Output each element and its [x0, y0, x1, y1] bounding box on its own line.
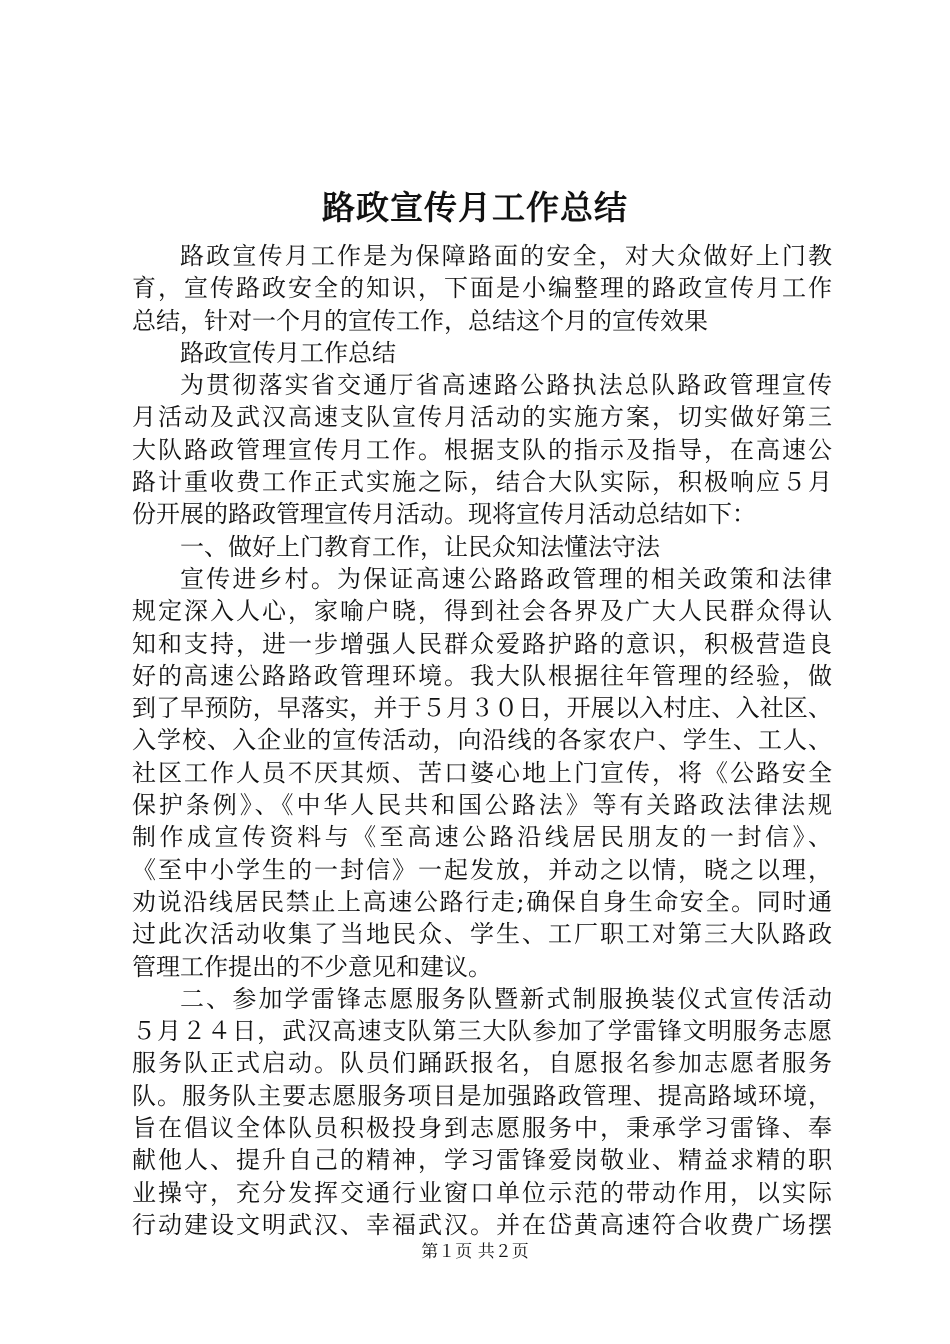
text-line: 过此次活动收集了当地民众、学生、工厂职工对第三大队路政 [132, 920, 832, 949]
text-line: 到了早预防，早落实，并于５月３０日，开展以入村庄、入社区、 [132, 694, 832, 723]
text-line: 为贯彻落实省交通厅省高速路公路执法总队路政管理宣传 [180, 371, 832, 400]
text-line: 规定深入人心，家喻户晓，得到社会各界及广大人民群众得认 [132, 597, 832, 626]
text-line: 份开展的路政管理宣传月活动。现将宣传月活动总结如下： [132, 500, 756, 529]
text-line: 育，宣传路政安全的知识，下面是小编整理的路政宣传月工作 [132, 274, 832, 303]
text-line: 献他人、提升自己的精神，学习雷锋爱岗敬业、精益求精的职 [132, 1146, 832, 1175]
text-line: 一、做好上门教育工作，让民众知法懂法守法 [180, 532, 660, 561]
document-body [132, 240, 832, 1241]
text-line: 社区工作人员不厌其烦、苦口婆心地上门宣传，将《公路安全 [132, 758, 832, 787]
text-line: 路政宣传月工作是为保障路面的安全，对大众做好上门教 [180, 242, 832, 270]
text-line: 入学校、入企业的宣传活动，向沿线的各家农户、学生、工人、 [132, 726, 832, 755]
text-line: 服务队正式启动。队员们踊跃报名，自愿报名参加志愿者服务 [132, 1049, 832, 1078]
text-line: ５月２４日，武汉高速支队第三大队参加了学雷锋文明服务志愿 [132, 1017, 832, 1046]
text-line: 二、参加学雷锋志愿服务队暨新式制服换装仪式宣传活动 [180, 984, 832, 1013]
text-line: 行动建设文明武汉、幸福武汉。并在岱黄高速符合收费广场摆 [132, 1210, 832, 1239]
page-footer: 第１页 共２页 [421, 1242, 529, 1262]
text-line: 好的高速公路路政管理环境。我大队根据往年管理的经验，做 [132, 661, 832, 690]
text-line: 保护条例》、《中华人民共和国公路法》等有关路政法律法规 [132, 791, 832, 820]
text-line: 路计重收费工作正式实施之际，结合大队实际，积极响应５月 [132, 468, 832, 497]
text-line: 宣传进乡村。为保证高速公路路政管理的相关政策和法律 [180, 564, 832, 593]
text-line: 制作成宣传资料与《至高速公路沿线居民朋友的一封信》、 [132, 823, 832, 852]
text-line: 队。服务队主要志愿服务项目是加强路政管理、提高路域环境， [132, 1081, 832, 1110]
text-line: 月活动及武汉高速支队宣传月活动的实施方案，切实做好第三 [132, 403, 832, 432]
text-line: 《至中小学生的一封信》一起发放，并动之以情，晓之以理， [132, 855, 832, 884]
text-line: 大队路政管理宣传月工作。根据支队的指示及指导，在高速公 [132, 435, 832, 464]
text-line: 旨在倡议全体队员积极投身到志愿服务中，秉承学习雷锋、奉 [132, 1114, 832, 1143]
text-line: 总结，针对一个月的宣传工作，总结这个月的宣传效果 [132, 306, 708, 335]
text-line: 业操守，充分发挥交通行业窗口单位示范的带动作用，以实际 [132, 1178, 832, 1207]
text-line: 管理工作提出的不少意见和建议。 [132, 952, 492, 981]
document-title: 路政宣传月工作总结 [322, 188, 628, 227]
text-line: 劝说沿线居民禁止上高速公路行走;确保自身生命安全。同时通 [132, 887, 832, 916]
text-line: 路政宣传月工作总结 [180, 338, 396, 367]
text-line: 知和支持，进一步增强人民群众爱路护路的意识，积极营造良 [132, 629, 832, 658]
